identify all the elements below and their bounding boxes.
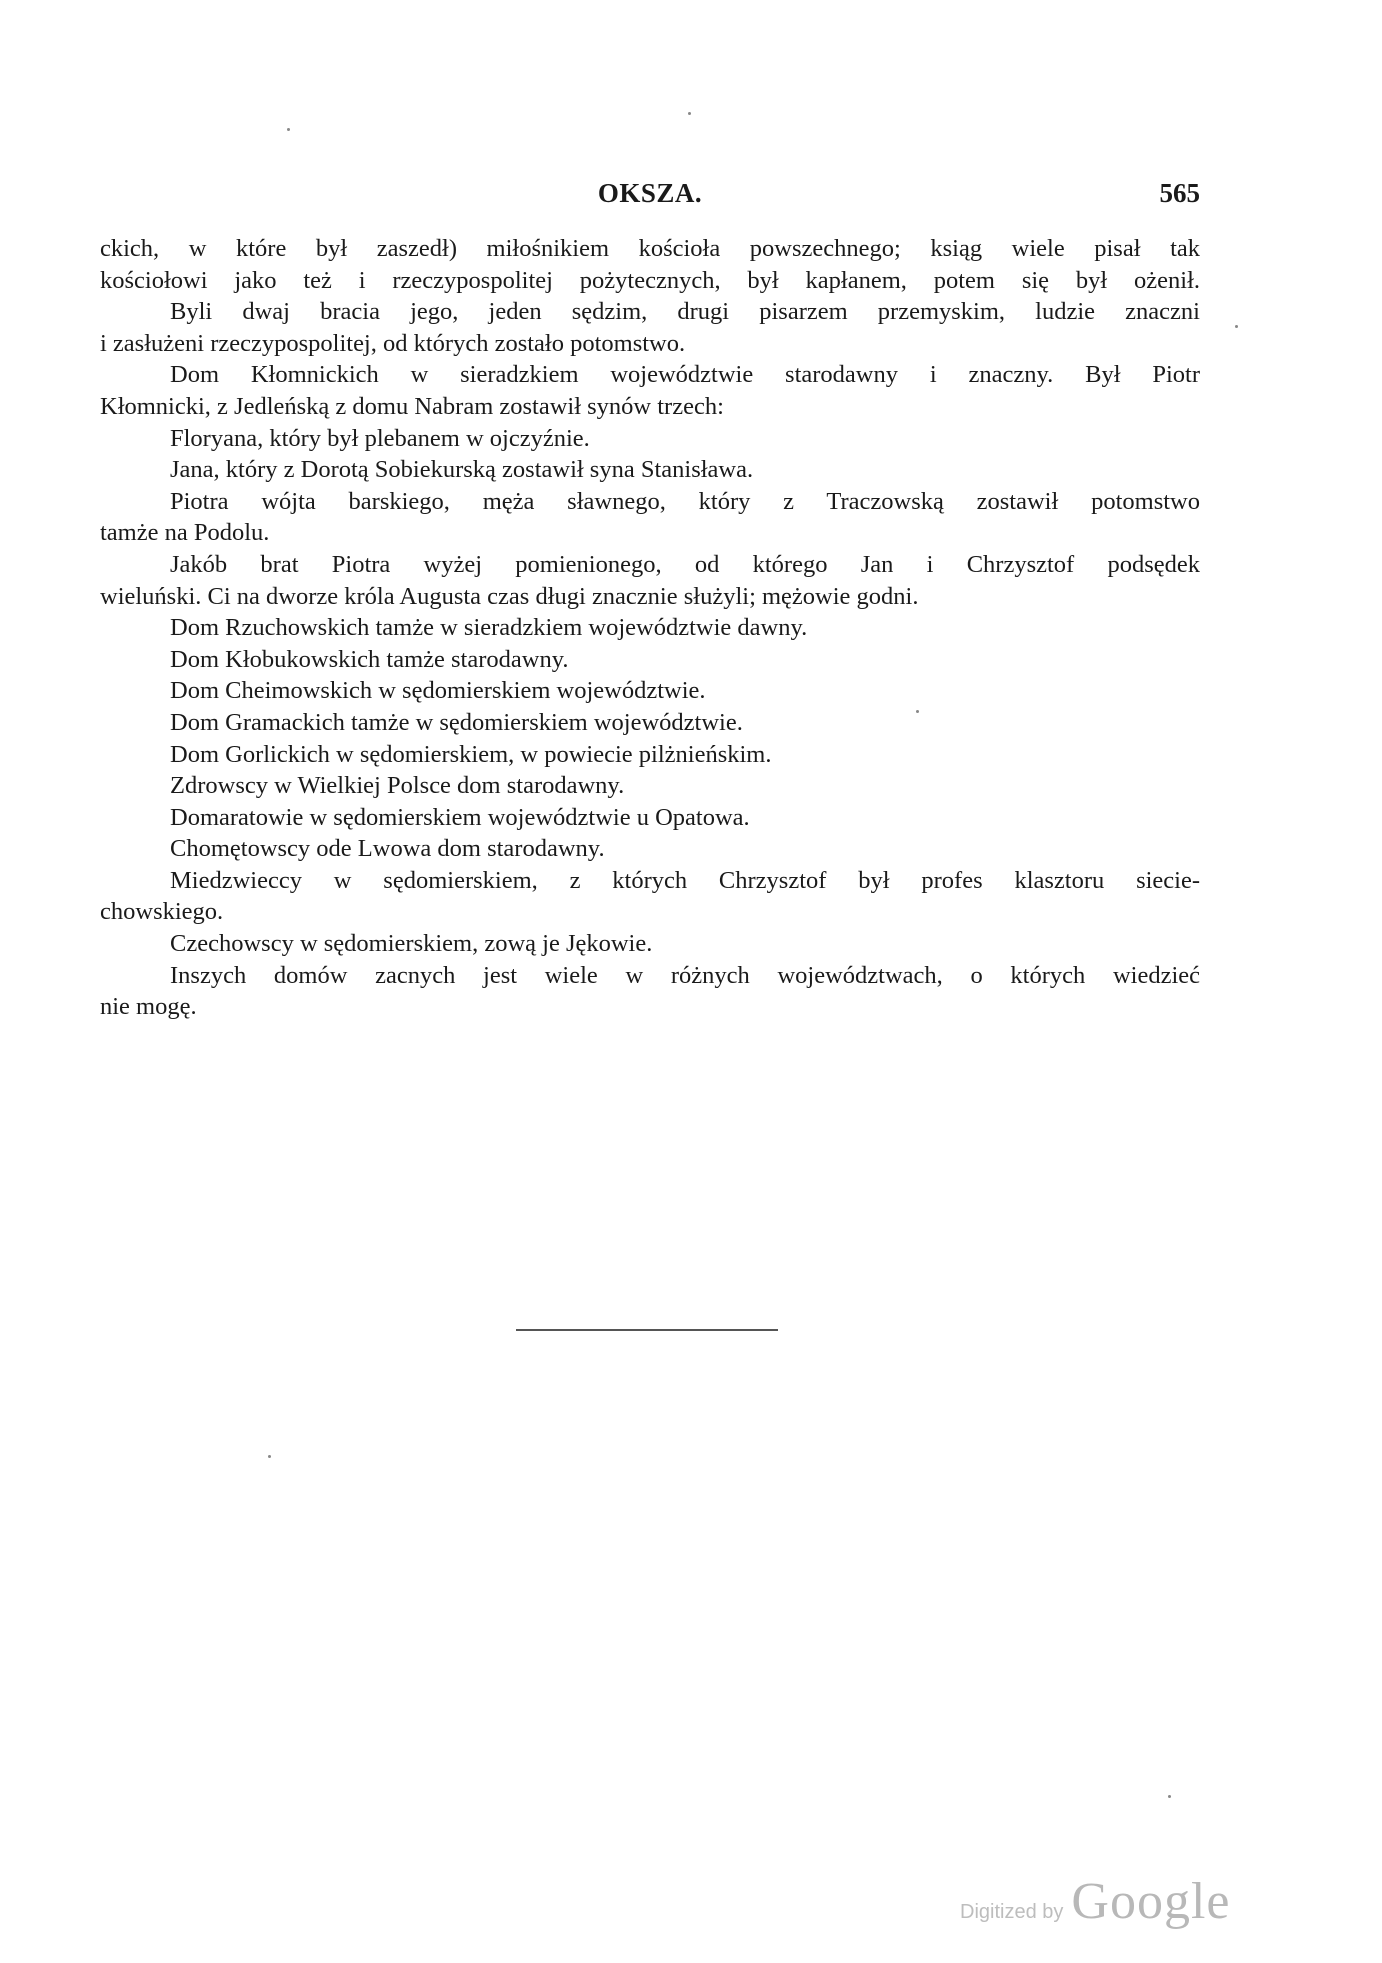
text-line: i zasłużeni rzeczypospolitej, od których zostało potomstwo. bbox=[100, 329, 686, 357]
text-line: Byli dwaj bracia jego, jeden sędzim, drugi pisarzem przemyskim, ludzie znaczni bbox=[170, 298, 1200, 326]
text-line: Dom Cheimowskich w sędomierskiem województwie. bbox=[170, 677, 706, 705]
running-title: OKSZA. bbox=[597, 178, 703, 208]
text-line: Inszych domów zacnych jest wiele w różnych województwach, o których wiedzieć bbox=[170, 961, 1200, 989]
page-header bbox=[100, 178, 1200, 212]
digitized-by-watermark bbox=[960, 1872, 1230, 1932]
text-line: wieluński. Ci na dworze króla Augusta czas długi znacznie służyli; mężowie godni. bbox=[100, 582, 919, 610]
google-logo: Google bbox=[1071, 1873, 1231, 1930]
text-line: Dom Kłobukowskich tamże starodawny. bbox=[170, 645, 569, 673]
digitized-by-label: Digitized by bbox=[960, 1901, 1064, 1923]
scan-speck bbox=[287, 128, 290, 131]
text-line: Miedzwieccy w sędomierskiem, z których Chrzysztof był profes klasztoru siecie- bbox=[170, 866, 1200, 894]
text-line: Zdrowscy w Wielkiej Polsce dom starodawny. bbox=[170, 772, 625, 800]
text-line: Domaratowie w sędomierskiem województwie u Opatowa. bbox=[170, 803, 750, 831]
text-line: Dom Gramackich tamże w sędomierskiem województwie. bbox=[170, 708, 743, 736]
text-line: nie mogę. bbox=[100, 993, 197, 1021]
scan-speck bbox=[688, 112, 691, 115]
text-line: Jana, który z Dorotą Sobiekurską zostawił syna Stanisława. bbox=[170, 456, 754, 484]
text-line: Dom Gorlickich w sędomierskiem, w powiecie pilżnieńskim. bbox=[170, 740, 772, 768]
scan-speck bbox=[1168, 1795, 1171, 1798]
text-line: Jakób brat Piotra wyżej pomienionego, od którego Jan i Chrzysztof podsędek bbox=[170, 550, 1200, 578]
text-line: Kłomnicki, z Jedleńską z domu Nabram zostawił synów trzech: bbox=[100, 392, 724, 420]
text-line: Piotra wójta barskiego, męża sławnego, który z Traczowską zostawił potomstwo bbox=[170, 487, 1200, 515]
section-divider bbox=[516, 1329, 778, 1331]
text-line: kościołowi jako też i rzeczypospolitej pożytecznych, był kapłanem, potem się był ożenił. bbox=[100, 266, 1200, 294]
text-line: Chomętowscy ode Lwowa dom starodawny. bbox=[170, 835, 605, 863]
page-number: 565 bbox=[1159, 178, 1200, 208]
scan-speck bbox=[268, 1455, 271, 1458]
text-line: Czechowscy w sędomierskiem, zową je Jękowie. bbox=[170, 930, 653, 958]
scan-speck bbox=[916, 710, 919, 713]
text-line: chowskiego. bbox=[100, 898, 224, 926]
text-line: ckich, w które był zaszedł) miłośnikiem kościoła powszechnego; ksiąg wiele pisał tak bbox=[100, 235, 1200, 262]
scan-speck bbox=[1235, 325, 1238, 328]
text-line: Dom Rzuchowskich tamże w sieradzkiem województwie dawny. bbox=[170, 614, 808, 642]
text-line: Floryana, który był plebanem w ojczyźnie. bbox=[170, 424, 590, 452]
body-text bbox=[100, 233, 1200, 1023]
text-line: Dom Kłomnickich w sieradzkiem województwie starodawny i znaczny. Był Piotr bbox=[170, 361, 1200, 389]
text-line: tamże na Podolu. bbox=[100, 519, 270, 547]
